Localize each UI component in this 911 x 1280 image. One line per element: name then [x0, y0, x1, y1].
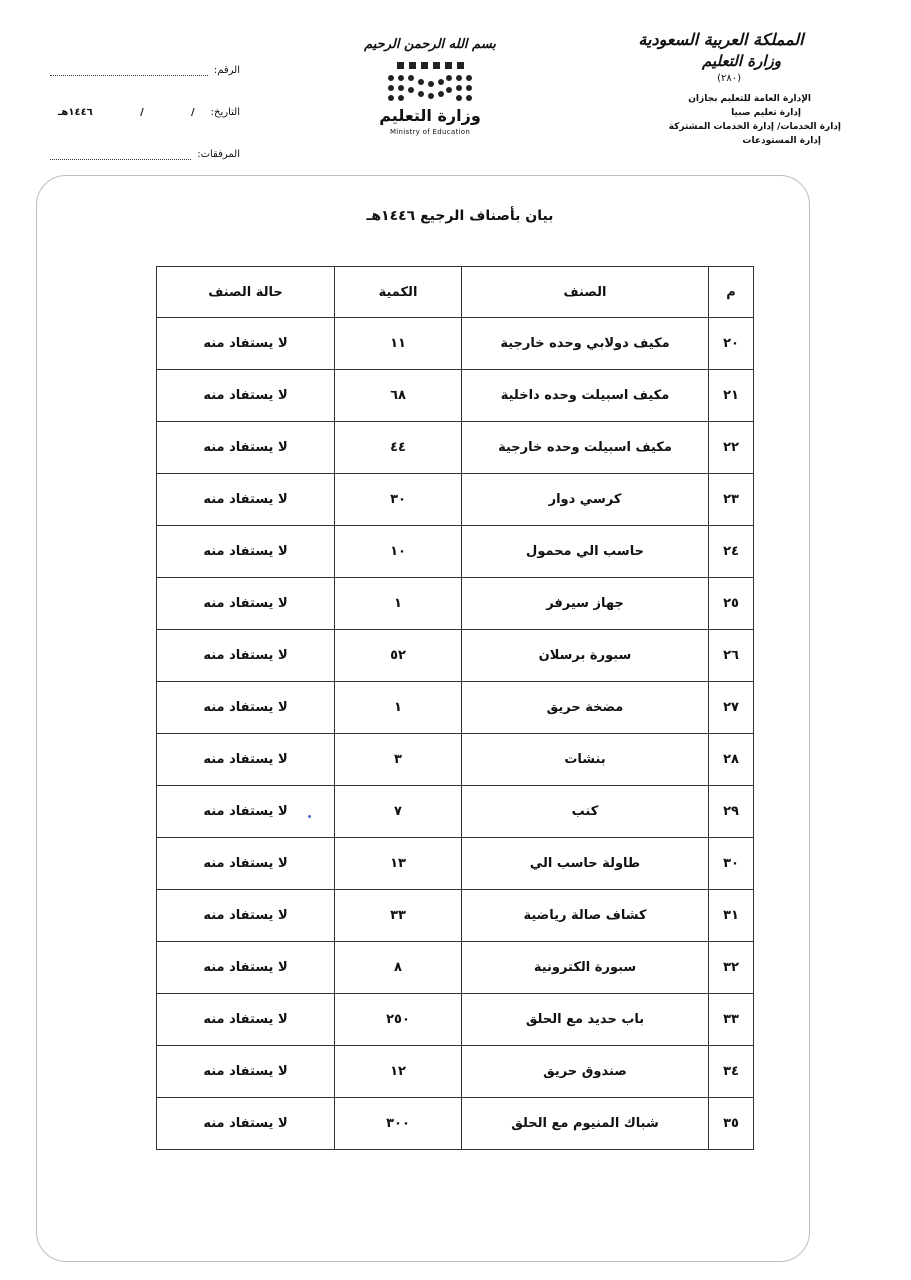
- number-row: [50, 56, 240, 76]
- row-qty: ٥٢: [335, 630, 462, 682]
- row-qty: ٢٥٠: [335, 994, 462, 1046]
- row-num: ٣٠: [709, 838, 754, 890]
- row-num: ٢٥: [709, 578, 754, 630]
- table-row: [157, 1098, 754, 1150]
- attachments-field: [50, 149, 191, 160]
- department-line: إدارة المستودعات: [742, 136, 821, 146]
- row-item: طاولة حاسب الي: [462, 838, 709, 890]
- date-value: [50, 107, 205, 118]
- letter-meta: [50, 56, 240, 182]
- bismillah: بسم الله الرحمن الرحيم: [364, 37, 496, 52]
- table-row: [157, 474, 754, 526]
- row-num: ٢٦: [709, 630, 754, 682]
- row-item: صندوق حريق: [462, 1046, 709, 1098]
- kingdom-calligraphy: المملكة العربية السعودية: [638, 30, 804, 49]
- department-line: الإدارة العامة للتعليم بجازان: [688, 94, 811, 104]
- table-row: [157, 630, 754, 682]
- row-qty: ٣: [335, 734, 462, 786]
- header-item: الصنف: [462, 267, 709, 318]
- row-num: ٣٢: [709, 942, 754, 994]
- table-row: [157, 370, 754, 422]
- row-item: مكيف دولابي وحده خارجية: [462, 318, 709, 370]
- table-row: [157, 942, 754, 994]
- row-item: كرسي دوار: [462, 474, 709, 526]
- row-num: ٢٢: [709, 422, 754, 474]
- row-num: ٣٤: [709, 1046, 754, 1098]
- row-num: ٢٧: [709, 682, 754, 734]
- row-item: باب حديد مع الحلق: [462, 994, 709, 1046]
- row-qty: ٨: [335, 942, 462, 994]
- ministry-name-english: Ministry of Education: [389, 128, 471, 136]
- row-qty: ٦٨: [335, 370, 462, 422]
- table-row: [157, 890, 754, 942]
- row-item: مكيف اسبيلت وحده خارجية: [462, 422, 709, 474]
- row-status: لا يستفاد منه: [157, 630, 335, 682]
- row-qty: ١٣: [335, 838, 462, 890]
- letterhead-authority: [631, 30, 841, 148]
- date-row: [50, 98, 240, 118]
- table-row: [157, 318, 754, 370]
- row-item: كنب: [462, 786, 709, 838]
- attachments-row: [50, 140, 240, 160]
- row-qty: ١: [335, 578, 462, 630]
- row-item: مكيف اسبيلت وحده داخلية: [462, 370, 709, 422]
- date-separator: /: [191, 107, 195, 118]
- header-status: حالة الصنف: [157, 267, 335, 318]
- row-status: لا يستفاد منه: [157, 786, 335, 838]
- row-num: ٢٤: [709, 526, 754, 578]
- row-num: ٢٩: [709, 786, 754, 838]
- row-qty: ١٠: [335, 526, 462, 578]
- row-status: لا يستفاد منه: [157, 994, 335, 1046]
- row-qty: ١٢: [335, 1046, 462, 1098]
- ministry-name-arabic: وزارة التعليم: [379, 106, 481, 125]
- document-title: بيان بأصناف الرجيع ١٤٤٦هـ: [366, 208, 554, 224]
- table-row: [157, 578, 754, 630]
- row-num: ٣٥: [709, 1098, 754, 1150]
- department-line: إدارة الخدمات/ إدارة الخدمات المشتركة: [668, 122, 841, 132]
- row-status: لا يستفاد منه: [157, 1046, 335, 1098]
- row-qty: ٣٣: [335, 890, 462, 942]
- ministry-logo-icon: [385, 60, 475, 104]
- row-item: كشاف صالة رياضية: [462, 890, 709, 942]
- returned-items-table: [156, 266, 754, 1150]
- row-status: لا يستفاد منه: [157, 838, 335, 890]
- row-qty: ٣٠: [335, 474, 462, 526]
- row-qty: ١: [335, 682, 462, 734]
- row-status: لا يستفاد منه: [157, 318, 335, 370]
- row-num: ٣٣: [709, 994, 754, 1046]
- row-status: لا يستفاد منه: [157, 422, 335, 474]
- row-status: لا يستفاد منه: [157, 578, 335, 630]
- number-field: [50, 65, 208, 76]
- date-year: ١٤٤٦هـ: [58, 107, 93, 118]
- row-qty: ١١: [335, 318, 462, 370]
- ink-dot: [308, 815, 311, 818]
- row-item: سبورة الكترونية: [462, 942, 709, 994]
- table-row: [157, 682, 754, 734]
- header-qty: الكمية: [335, 267, 462, 318]
- letterhead-code: (٢٨٠): [717, 73, 741, 84]
- row-num: ٢٣: [709, 474, 754, 526]
- row-qty: ٣٠٠: [335, 1098, 462, 1150]
- row-status: لا يستفاد منه: [157, 682, 335, 734]
- row-status: لا يستفاد منه: [157, 942, 335, 994]
- table-row: [157, 526, 754, 578]
- date-label: التاريخ:: [210, 107, 240, 118]
- header-num: م: [709, 267, 754, 318]
- row-num: ٢٠: [709, 318, 754, 370]
- table-row: [157, 838, 754, 890]
- department-list: [631, 92, 841, 148]
- table-row: [157, 994, 754, 1046]
- letterhead-logo-block: [360, 36, 500, 136]
- table-header-row: [157, 267, 754, 318]
- row-item: بنشات: [462, 734, 709, 786]
- row-status: لا يستفاد منه: [157, 1098, 335, 1150]
- date-separator: /: [140, 107, 144, 118]
- row-item: شباك المنيوم مع الحلق: [462, 1098, 709, 1150]
- attachments-label: المرفقات:: [197, 149, 240, 160]
- department-line: إدارة تعليم صبيا: [731, 108, 801, 118]
- ministry-calligraphy: وزارة التعليم: [702, 52, 781, 70]
- row-qty: ٧: [335, 786, 462, 838]
- row-status: لا يستفاد منه: [157, 370, 335, 422]
- number-label: الرقم:: [213, 65, 240, 76]
- row-status: لا يستفاد منه: [157, 526, 335, 578]
- row-item: مضخة حريق: [462, 682, 709, 734]
- row-qty: ٤٤: [335, 422, 462, 474]
- row-num: ٢١: [709, 370, 754, 422]
- table-row: [157, 734, 754, 786]
- table-row: [157, 786, 754, 838]
- row-status: لا يستفاد منه: [157, 890, 335, 942]
- row-status: لا يستفاد منه: [157, 474, 335, 526]
- row-item: جهاز سيرفر: [462, 578, 709, 630]
- row-num: ٢٨: [709, 734, 754, 786]
- row-status: لا يستفاد منه: [157, 734, 335, 786]
- table-row: [157, 422, 754, 474]
- table-row: [157, 1046, 754, 1098]
- row-num: ٣١: [709, 890, 754, 942]
- row-item: حاسب الي محمول: [462, 526, 709, 578]
- row-item: سبورة برسلان: [462, 630, 709, 682]
